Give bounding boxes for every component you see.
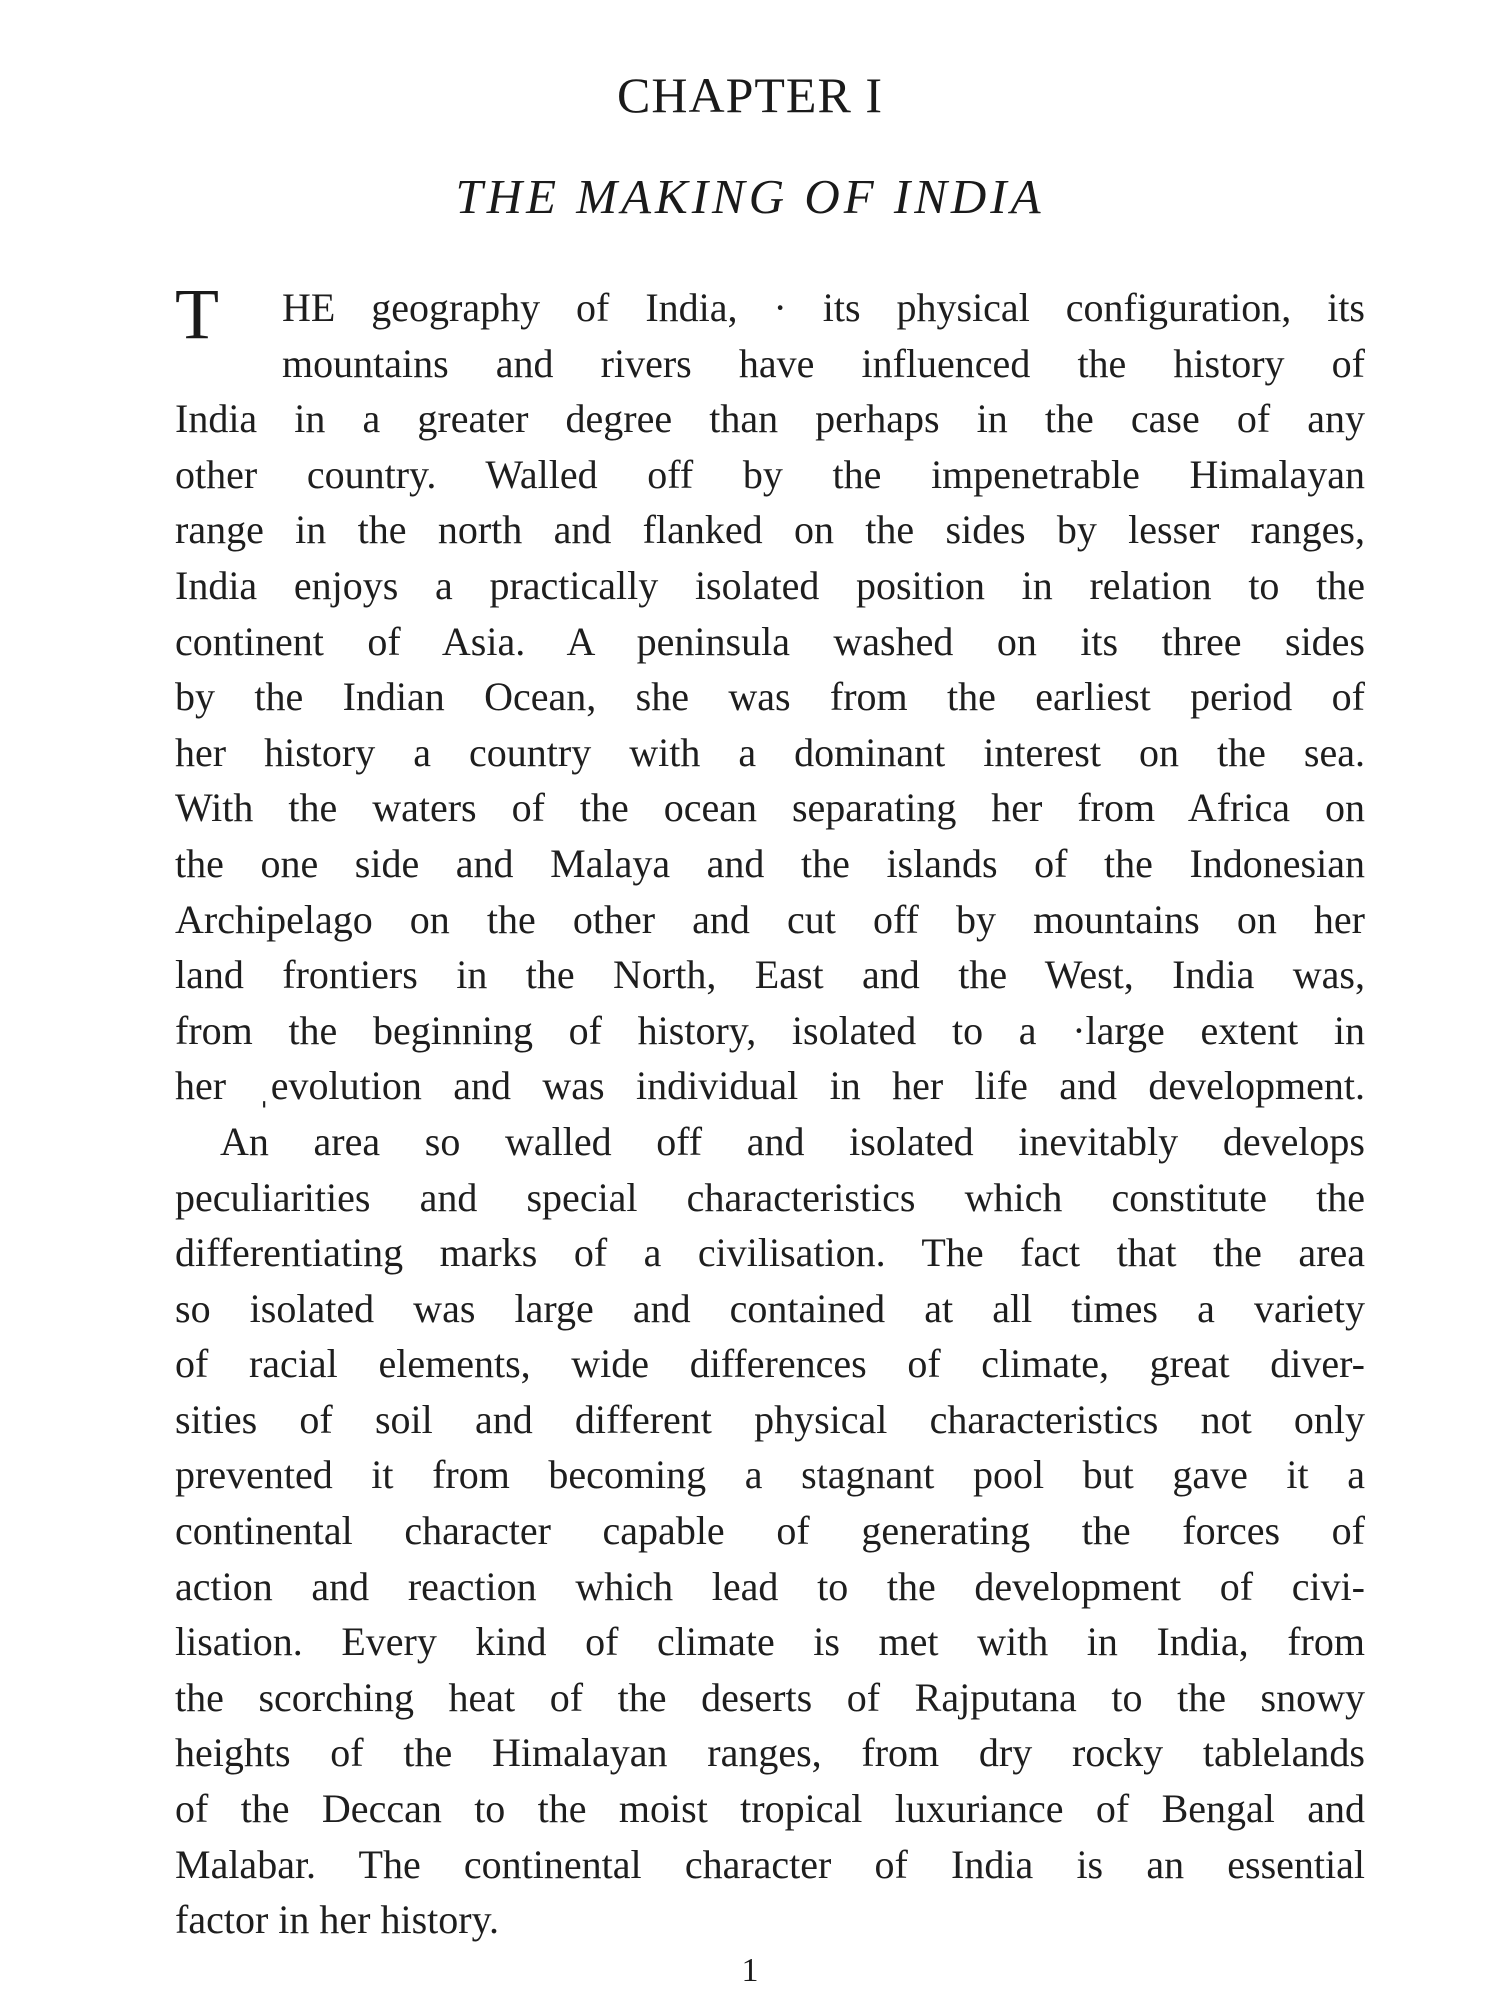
text-line: of the Deccan to the moist tropical luxuriance of Bengal and: [175, 1786, 1365, 1832]
text-line: India in a greater degree than perhaps in the case of any: [175, 396, 1365, 442]
text-line: differentiating marks of a civilisation. The fact that the area: [175, 1230, 1365, 1276]
text-line: her history a country with a dominant interest on the sea.: [175, 729, 1365, 775]
text-line: mountains and rivers have influenced the history of: [282, 340, 1365, 386]
text-line: from the beginning of history, isolated to a ·large extent in: [175, 1007, 1365, 1053]
text-line: peculiarities and special characteristics which constitute the: [175, 1174, 1365, 1220]
paragraph-2: [175, 1114, 1365, 1948]
text-line: sities of soil and different physical characteristics not only: [175, 1396, 1365, 1442]
text-line: HE geography of India, · its physical configuration, its: [282, 285, 1365, 330]
body-text: [175, 274, 1365, 1948]
text-line: heights of the Himalayan ranges, from dry rocky tablelands: [175, 1730, 1365, 1776]
drop-cap: T: [175, 274, 219, 354]
text-line: continent of Asia. A peninsula washed on its three sides: [175, 618, 1365, 664]
text-line: other country. Walled off by the impenetrable Himalayan: [175, 451, 1365, 497]
text-line: by the Indian Ocean, she was from the earliest period of: [175, 674, 1365, 720]
text-line: so isolated was large and contained at all times a variety: [175, 1285, 1365, 1331]
page-number: 1: [741, 1952, 759, 1989]
text-line: An area so walled off and isolated inevitably develops: [220, 1118, 1365, 1164]
text-line: the scorching heat of the deserts of Rajputana to the snowy: [175, 1674, 1365, 1720]
text-line: land frontiers in the North, East and the West, India was,: [175, 952, 1365, 998]
text-line: Archipelago on the other and cut off by mountains on her: [175, 896, 1365, 942]
paragraph-1: [175, 274, 1365, 1114]
text-line: of racial elements, wide differences of climate, great diver-: [175, 1341, 1365, 1387]
text-line: Malabar. The continental character of India is an essential: [175, 1841, 1365, 1887]
text-line: lisation. Every kind of climate is met with in India, from: [175, 1619, 1365, 1665]
text-line: range in the north and flanked on the sides by lesser ranges,: [175, 507, 1365, 553]
text-line: continental character capable of generating the forces of: [175, 1508, 1365, 1554]
text-line: action and reaction which lead to the development of civi-: [175, 1563, 1365, 1609]
text-line: the one side and Malaya and the islands of the Indonesian: [175, 840, 1365, 886]
chapter-title: THE MAKING OF INDIA: [455, 169, 1045, 224]
text-line: prevented it from becoming a stagnant pool but gave it a: [175, 1452, 1365, 1498]
text-line: her ˌevolution and was individual in her life and development.: [175, 1063, 1365, 1109]
chapter-heading: CHAPTER I: [617, 67, 883, 123]
text-line: With the waters of the ocean separating her from Africa on: [175, 785, 1365, 831]
text-line: factor in her history.: [175, 1897, 499, 1943]
text-line: India enjoys a practically isolated position in relation to the: [175, 562, 1365, 608]
first-line: [175, 274, 1365, 354]
